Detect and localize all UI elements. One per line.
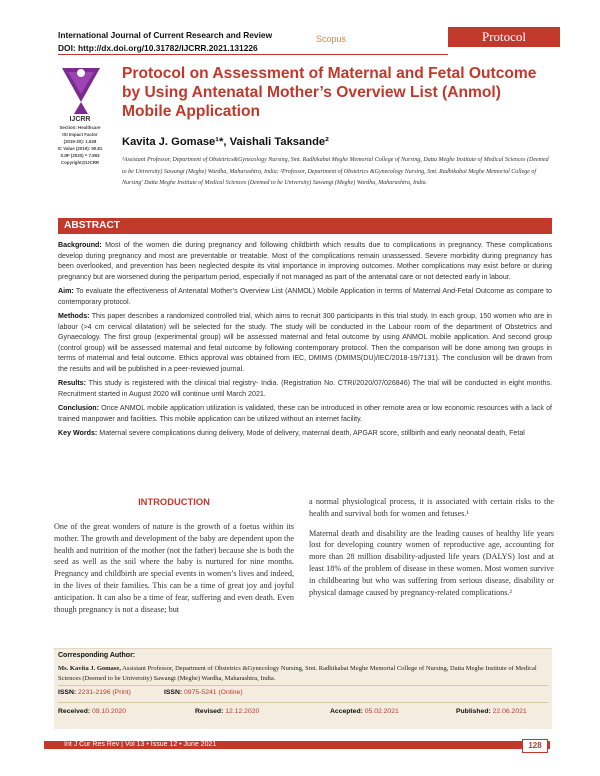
abstract-results: Results: This study is registered with the clinical trial registry- India. (Registration No. CTRI/2020/07/026846) The trial will be conducted in eight months. Recruitment started in August 2020 will continue until March 2021.	[58, 379, 552, 398]
abstract-keywords: Key Words: Maternal severe complications during delivery, Mode of delivery, maternal death, APGAR score, stillbirth and early neonatal death, Fetal	[58, 429, 525, 437]
article-title: Protocol on Assessment of Maternal and Fetal Outcome by Using Antenatal Mother’s Overview List (Anmol) Mobile Application	[122, 65, 537, 120]
corr-divider	[58, 702, 548, 703]
abstract-background: Background: Most of the women die during pregnancy and following childbirth which results due to complications in pregnancy. These complications develop during pregnancy and most are preventable or treatable. Most of the complications remain unassessed. Severe morbidity during pregnancy has been overlooked, and prevention has been neglected despite its vital importance in improving outcomes. Mother complications may exist before or during pregnancy but are worsened during the peripartum period, especially if not managed as part of the antenatal care or not detected early in labour.	[58, 241, 552, 281]
journal-name: International Journal of Current Research and Review	[58, 30, 273, 40]
authors: Kavita J. Gomase¹*, Vaishali Taksande²	[122, 136, 329, 148]
accepted-date: Accepted: 05.02.2021	[330, 708, 399, 715]
published-date: Published: 22.06.2021	[456, 708, 527, 715]
affiliations: ¹Assistant Professor, Department of Obstetrics&Gynecology Nursing, Smt. Radhikabai Meghe Memorial College of Nursing, Datta Meghe Institute of Medical Sciences (Deemed to be University) Sawangi (Meghe) Wardha, Maharashtra, India; ²Professor, Department of Obstetrics &Gynecology Nursing, Smt. Radhikabai Meghe Memorial College of Nursing' Datta Meghe Institute of Medical Sciences (Deemed to be University) Sawangi (Meghe) Wardha, Maharashtra, India.	[122, 157, 549, 187]
corresponding-author-title: Corresponding Author:	[58, 652, 136, 659]
footer-citation: Int J Cur Res Rev | Vol 13 • Issue 12 • June 2021	[64, 741, 217, 748]
revised-date: Revised: 12.12.2020	[195, 708, 260, 715]
doi-link[interactable]: DOI: http://dx.doi.org/10.31782/IJCRR.2021.131226	[58, 43, 258, 53]
logo-meta: Section: Healthcare ISI Impact Factor (2019-20): 1.628 IC Value (2019): 90.81 SJIF (2020) = 7.893 Copyright@IJCRR	[57, 125, 103, 165]
abstract-methods: Methods: This paper describes a randomized controlled trial, which aims to recruit 300 participants in this trial study. In each group, 150 women who are in labour (>4 cm cervical dilatation) will be selected for the study. The study will be conducted in the Labour room of the department of Obstetrics and Gynaecology. The first group (experimental group) will be assessed maternal and fetal outcome by using ANMOL mobile application. And second group (control group) will be assessed maternal and fetal outcome by following contemporary protocol. Then the comparison will be done among two groups in terms of maternal and fetal outcome. Ethics approval was obtained from IEC, DMIMS (DMIMS(DU)/IEC/2018-19/7131). The conclusion will be drawn from the results and will be published in a peer-reviewed journal.	[58, 312, 552, 373]
abstract-body	[58, 240, 552, 443]
issn-online: ISSN: 0975-5241 (Online)	[164, 689, 243, 696]
corr-divider	[58, 685, 548, 686]
abstract-heading: ABSTRACT	[58, 218, 552, 234]
issn-print: ISSN: 2231-2196 (Print)	[58, 689, 131, 696]
page-number: 128	[522, 739, 548, 753]
scopus-label: Scopus	[316, 34, 347, 44]
introduction-heading: INTRODUCTION	[138, 496, 210, 507]
logo-name: IJCRR	[69, 116, 91, 123]
corresponding-author-details: Ms. Kavita J. Gomase, Assistant Professor, Department of Obstetrics &Gynecology Nursing, Smt. Radhikabai Meghe Memorial College of Nursing, Datta Meghe Institute of Medical Sciences (Deemed to be University) Sawangi (Meghe) Wardha, Maharashtra, India.	[58, 665, 537, 682]
received-date: Received: 09.10.2020	[58, 708, 127, 715]
ijcrr-logo-icon	[58, 62, 104, 116]
abstract-aim: Aim: To evaluate the effectiveness of Antenatal Mother’s Overview List (ANMOL) Mobile Application in terms of Maternal And-Fetal Outcome as compare to contemporary protocol.	[58, 287, 553, 306]
abstract-conclusion: Conclusion: Once ANMOL mobile application utilization is validated, these can be introduced in other remote area or low economic resources with a lack of trained manpower and facilities. This mobile application can be utilized without an internet facility.	[58, 404, 552, 423]
intro-column-2: a normal physiological process, it is associated with certain risks to the health and survival both for women and fetuses.¹ Maternal death and disability are the leading causes of healthy life years lost for developing country women of reproductive age, accounting for more than 28 million disability-adjusted life years (DALYS) lost and at least 18% of the problem of disease in these women. Most women survive in childbearing but who was suffering from serious disease, disability or physical damage caused by pregnancy-related complications.²	[309, 497, 554, 597]
header-divider	[58, 54, 448, 55]
article-type-badge: Protocol	[448, 27, 560, 47]
intro-column-1: One of the great wonders of nature is the growth of a foetus within its mother. The growth and development of the baby are dependent upon the health and nutrition of the mother (not the father) because she is both the seed as well as the soil where the baby is nurtured for nine months. Pregnancy and childbirth are special events in women’s lives and indeed, in the lives of their families. This can be a time of great joy and joyful anticipation. It can also be a time of fear, suffering and even death. Even though pregnancy is not a disease; but	[54, 522, 294, 614]
